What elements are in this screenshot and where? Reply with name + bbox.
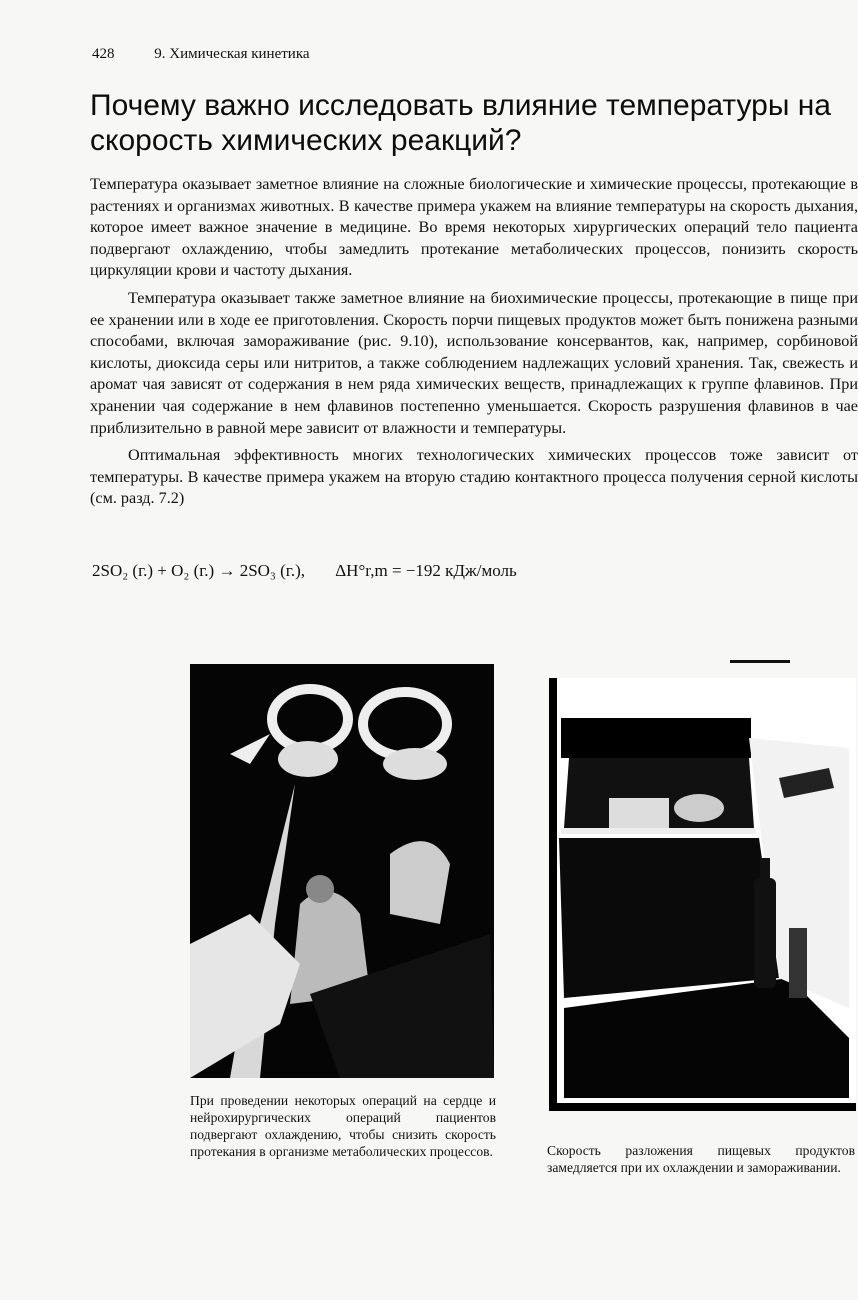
paragraph-2: Температура оказывает также заметное влияние на биохимические процессы, протекающие в пище при ее хранении или в ходе ее приготовления. Скорость порчи пищевых продуктов может быть понижена разными способами, включая замораживание (рис. 9.10), использование консервантов, как, например, сорбиновой кислоты, диоксида серы или нитритов, а также соблюдением надлежащих условий хранения. Так, свежесть и аромат чая зависят от содержания в нем ряда химических веществ, принадлежащих к группе флавинов. При хранении чая содержание в нем флавинов постепенно уменьшается. Скорость разрушения флавинов в чае приблизительно в равной мере зависит от влажности и температуры. xyxy=(90,288,858,437)
surgery-photo xyxy=(190,664,494,1078)
equation-reaction: 2SO₂ (г.) + O₂ (г.) → 2SO₃ (г.), xyxy=(92,561,305,580)
paragraph-1: Температура оказывает заметное влияние на сложные биологические и химические процессы, протекающие в растениях и организмах животных. В качестве примера укажем на влияние температуры на скорость дыхания, которое имеет важное значение в медицине. Во время некоторых хирургических операций тело пациента подвергают охлаждению, чтобы замедлить протекание метаболических процессов, понизить скорость циркуляции крови и частоту дыхания. xyxy=(90,175,858,280)
fridge-photo xyxy=(549,678,856,1111)
figure-caption-left: При проведении некоторых операций на сердце и нейрохирургических операций пациентов подвергают охлаждению, чтобы снизить скорость протекания в организме метаболических процессов. xyxy=(190,1093,496,1159)
page-number: 428 xyxy=(92,46,115,62)
equation-enthalpy: ΔH°r,m = −192 кДж/моль xyxy=(335,561,517,580)
figure-caption-right: Скорость разложения пищевых продуктов замедляется при их охлаждении и замораживании. xyxy=(547,1143,855,1175)
section-title: Почему важно исследовать влияние температуры на скорость химических реакций? xyxy=(90,89,831,157)
reaction-equation xyxy=(92,561,517,581)
chapter-title: 9. Химическая кинетика xyxy=(154,46,310,62)
paragraph-3: Оптимальная эффективность многих технологических химических процессов тоже зависит от температуры. В качестве примера укажем на вторую стадию контактного процесса получения серной кислоты (см. разд. 7.2) xyxy=(90,446,858,508)
body-text xyxy=(90,174,858,516)
running-header xyxy=(92,46,310,63)
decorative-rule xyxy=(730,660,790,663)
